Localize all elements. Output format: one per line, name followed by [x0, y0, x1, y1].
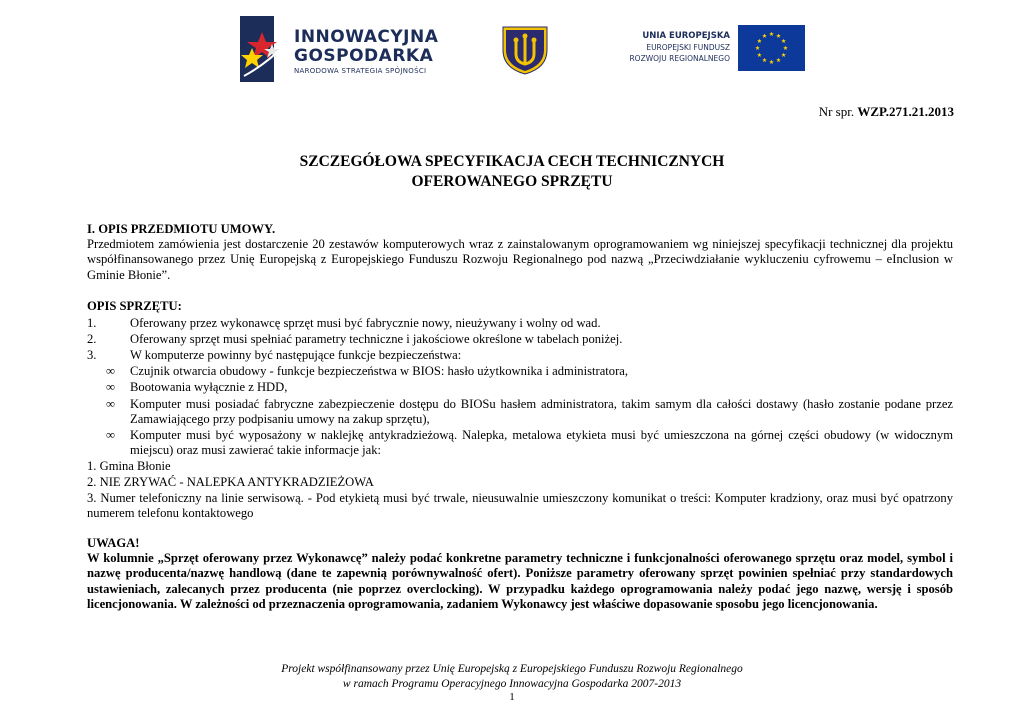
reference-number [819, 104, 954, 120]
equipment-item-number: 1. [87, 316, 97, 330]
eu-logo-line2: EUROPEJSKI FUNDUSZ [646, 43, 730, 52]
reference-value: WZP.271.21.2013 [857, 104, 954, 119]
ig-emblem-icon [236, 14, 292, 84]
sticker-info-item: 2. NIE ZRYWAĆ - NALEPKA ANTYKRADZIEŻOWA [87, 475, 374, 489]
sticker-info-item: 1. Gmina Błonie [87, 459, 171, 473]
security-bullet: Komputer musi posiadać fabryczne zabezpieczenie dostępu do BIOSu hasłem administratora, takim samym dla całości dostawy (hasło zostanie podane przez Zamawiającego przy podpisaniu umowy na zakup sprzętu), [130, 397, 953, 427]
footer-line2: w ramach Programu Operacyjnego Innowacyjna Gospodarka 2007-2013 [342, 678, 682, 690]
security-bullet: Komputer musi być wyposażony w naklejkę antykradzieżową. Nalepka, metalowa etykieta musi być umieszczona na górnej części obudowy (w widocznym miejscu) oraz musi zawierać takie informacje jak: [130, 428, 953, 458]
equipment-item-number: 3. [87, 348, 97, 362]
footer-line1: Projekt współfinansowany przez Unię Europejską z Europejskiego Funduszu Rozwoju Regionalnego [281, 663, 743, 675]
eu-flag-icon [738, 25, 805, 71]
equipment-item: Oferowany przez wykonawcę sprzęt musi być fabrycznie nowy, nieużywany i wolny od wad. [130, 316, 601, 330]
gmina-crest-icon [500, 24, 550, 76]
bullet-infinity-icon: ∞ [106, 380, 115, 394]
sticker-info-item: 3. Numer telefoniczny na linie serwisową. - Pod etykietą musi być trwale, nieusuwalnie umieszczony komunikat o treści: Komputer kradziony, oraz musi być opatrzony numerem telefonu kontaktowego [87, 491, 953, 521]
security-bullet: Bootowania wyłącznie z HDD, [130, 380, 288, 394]
bullet-infinity-icon: ∞ [106, 364, 115, 378]
equipment-item: Oferowany sprzęt musi spełniać parametry techniczne i jakościowe określone w tabelach poniżej. [130, 332, 623, 346]
ig-logo-line2: GOSPODARKA [294, 46, 434, 66]
security-bullet: Czujnik otwarcia obudowy - funkcje bezpieczeństwa w BIOS: hasło użytkownika i administratora, [130, 364, 629, 378]
bullet-infinity-icon: ∞ [106, 397, 115, 411]
innowacyjna-gospodarka-logo [236, 14, 476, 84]
bullet-infinity-icon: ∞ [106, 428, 115, 442]
equipment-heading: OPIS SPRZĘTU: [87, 299, 182, 313]
page-title-line1: SZCZEGÓŁOWA SPECYFIKACJA CECH TECHNICZNYCH [299, 153, 725, 170]
ig-logo-line1: INNOWACYJNA [294, 27, 439, 47]
section1-body: Przedmiotem zamówienia jest dostarczenie 20 zestawów komputerowych wraz z zainstalowanym oprogramowaniem wg niniejszej specyfikacji technicznej dla projektu współfinansowanego przez Unię Europejską z Europejskiego Funduszu Rozwoju Regionalnego pod nazwą „Przeciwdziałanie wykluczeniu cyfrowemu – eInclusion w Gminie Błonie”. [87, 237, 953, 282]
equipment-item: W komputerze powinny być następujące funkcje bezpieczeństwa: [130, 348, 462, 362]
section1-heading: I. OPIS PRZEDMIOTU UMOWY. [87, 222, 276, 236]
warning-body: W kolumnie „Sprzęt oferowany przez Wykonawcę” należy podać konkretne parametry techniczne i funkcjonalności oferowanego sprzętu oraz model, symbol i nazwę producenta/nazwę handlową (dane te zapewnią porównywalność ofert). Poniższe parametry oferowany sprzęt powinien spełniać przy standardowych ustawieniach, zalecanych przez producenta (nie poprzez overclocking). W przypadku każdego oprogramowania należy podać jego nazwę, wersję i sposób licencjonowania. W zależności od przeznaczenia oprogramowania, zadaniem Wykonawcy jest właściwe dopasowanie sposobu jego licencjonowania. [87, 551, 953, 612]
eu-logo-line3: ROZWOJU REGIONALNEGO [629, 54, 730, 63]
eu-logo-line1: UNIA EUROPEJSKA [642, 31, 730, 41]
page-title-line2: OFEROWANEGO SPRZĘTU [411, 173, 613, 190]
page-number: 1 [509, 691, 515, 703]
ig-logo-line3: NARODOWA STRATEGIA SPÓJNOŚCI [294, 67, 427, 75]
warning-heading: UWAGA! [87, 536, 140, 550]
reference-label: Nr spr. [818, 104, 855, 119]
equipment-item-number: 2. [87, 332, 97, 346]
eu-logo-text [612, 30, 730, 64]
